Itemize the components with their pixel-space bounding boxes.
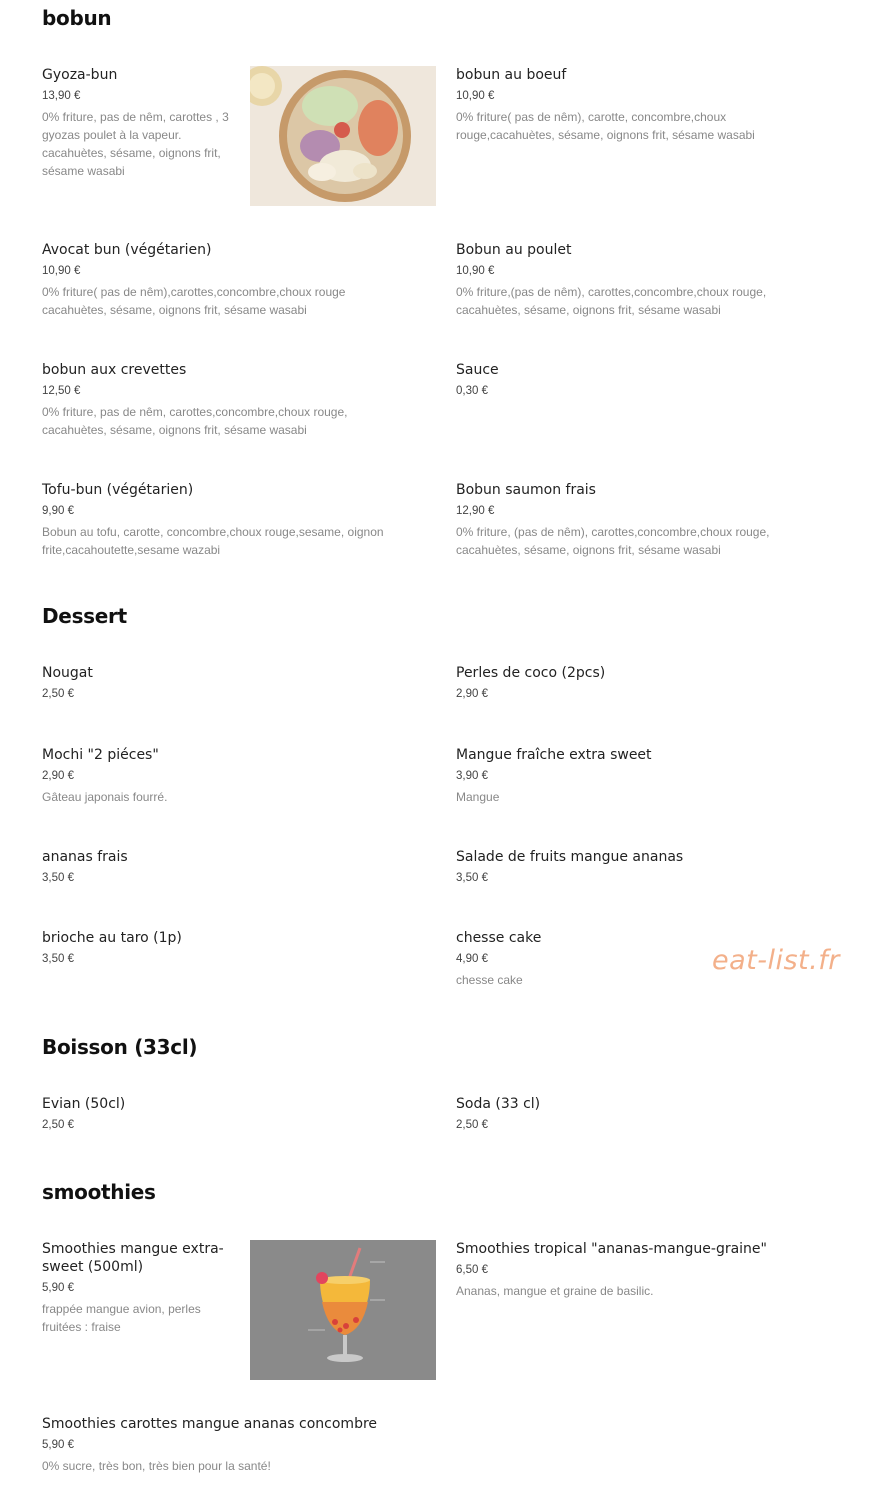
item-name: Mochi "2 piéces": [42, 747, 159, 763]
item-price: 5,90 €: [42, 1439, 74, 1451]
watermark: eat-list.fr: [712, 945, 840, 976]
item-description: 0% friture, pas de nêm, carottes,concombre,choux rouge, cacahuètes, sésame, oignons frit, sésame wasabi: [42, 405, 348, 437]
menu-item-gyoza-bun[interactable]: [42, 66, 242, 180]
item-price: 9,90 €: [42, 505, 74, 517]
menu-item-avocat-bun[interactable]: [42, 241, 392, 319]
menu-item-evian[interactable]: [42, 1095, 392, 1133]
item-price: 10,90 €: [456, 265, 495, 277]
menu-item-bobun-saumon[interactable]: [456, 481, 806, 559]
item-description: Gâteau japonais fourré.: [42, 790, 168, 804]
item-price: 3,50 €: [42, 872, 74, 884]
item-name: Sauce: [456, 362, 499, 378]
item-name: Salade de fruits mangue ananas: [456, 849, 684, 865]
item-price: 5,90 €: [42, 1282, 74, 1294]
section-title-bobun: bobun: [42, 6, 112, 30]
menu-item-soda[interactable]: [456, 1095, 806, 1133]
item-price: 0,30 €: [456, 385, 488, 397]
item-price: 2,50 €: [456, 1119, 488, 1131]
menu-item-bobun-crevettes[interactable]: [42, 361, 392, 439]
menu-item-salade-fruits[interactable]: [456, 848, 806, 886]
smoothie-mangue-photo[interactable]: [250, 1240, 436, 1380]
item-price: 3,50 €: [456, 872, 488, 884]
section-title-smoothies: smoothies: [42, 1180, 156, 1204]
section-title-dessert: Dessert: [42, 604, 127, 628]
item-name: brioche au taro (1p): [42, 930, 182, 946]
item-name: Bobun saumon frais: [456, 482, 596, 498]
item-description: frappée mangue avion, perles fruitées : fraise: [42, 1302, 201, 1334]
bowl-photo-icon: [250, 66, 436, 206]
item-price: 10,90 €: [456, 90, 495, 102]
item-name: Smoothies tropical "ananas-mangue-graine": [456, 1241, 767, 1257]
item-price: 10,90 €: [42, 265, 81, 277]
menu-item-smoothie-carottes[interactable]: [42, 1415, 442, 1475]
item-description: 0% friture( pas de nêm),carottes,concombre,choux rouge cacahuètes, sésame, oignons frit, sésame wasabi: [42, 285, 346, 317]
item-description: 0% friture,(pas de nêm), carottes,concombre,choux rouge, cacahuètes, sésame, oignons frit, sésame wasabi: [456, 285, 767, 317]
item-name: Perles de coco (2pcs): [456, 665, 606, 681]
item-name: bobun aux crevettes: [42, 362, 187, 378]
item-name: Nougat: [42, 665, 93, 681]
item-description: 0% friture, pas de nêm, carottes , 3 gyozas poulet à la vapeur. cacahuètes, sésame, oignons frit, sésame wasabi: [42, 110, 229, 178]
menu-item-bobun-poulet[interactable]: [456, 241, 806, 319]
item-price: 3,50 €: [42, 953, 74, 965]
menu-item-mochi[interactable]: [42, 746, 392, 806]
cocktail-photo-icon: [250, 1240, 436, 1380]
item-name: Evian (50cl): [42, 1096, 126, 1112]
item-price: 2,50 €: [42, 688, 74, 700]
menu-item-smoothie-mangue[interactable]: [42, 1240, 232, 1336]
item-price: 4,90 €: [456, 953, 488, 965]
menu-item-mangue-fraiche[interactable]: [456, 746, 806, 806]
menu-item-nougat[interactable]: [42, 664, 392, 702]
item-description: 0% friture( pas de nêm), carotte, concombre,choux rouge,cacahuètes, sésame, oignons frit, sésame wasabi: [456, 110, 755, 142]
menu-item-bobun-boeuf[interactable]: [456, 66, 796, 144]
item-price: 13,90 €: [42, 90, 81, 102]
menu-item-perles-coco[interactable]: [456, 664, 806, 702]
item-description: Ananas, mangue et graine de basilic.: [456, 1284, 654, 1298]
menu-item-smoothie-tropical[interactable]: [456, 1240, 806, 1300]
item-description: Mangue: [456, 790, 500, 804]
item-description: chesse cake: [456, 973, 523, 987]
menu-item-tofu-bun[interactable]: [42, 481, 412, 559]
item-description: Bobun au tofu, carotte, concombre,choux rouge,sesame, oignon frite,cacahoutette,sesame wazabi: [42, 525, 384, 557]
item-name: Mangue fraîche extra sweet: [456, 747, 652, 763]
item-name: Bobun au poulet: [456, 242, 572, 258]
item-name: Tofu-bun (végétarien): [42, 482, 194, 498]
item-name: Smoothies carottes mangue ananas concombre: [42, 1416, 378, 1432]
item-price: 2,50 €: [42, 1119, 74, 1131]
menu-item-brioche-taro[interactable]: [42, 929, 392, 967]
gyoza-bun-photo[interactable]: [250, 66, 436, 206]
section-title-boisson: Boisson (33cl): [42, 1035, 198, 1059]
item-price: 3,90 €: [456, 770, 488, 782]
item-name: Smoothies mangue extra-sweet (500ml): [42, 1241, 224, 1275]
item-price: 2,90 €: [456, 688, 488, 700]
item-name: Avocat bun (végétarien): [42, 242, 212, 258]
item-price: 2,90 €: [42, 770, 74, 782]
menu-item-ananas-frais[interactable]: [42, 848, 392, 886]
item-name: bobun au boeuf: [456, 67, 567, 83]
item-price: 6,50 €: [456, 1264, 488, 1276]
menu-item-chesse-cake[interactable]: [456, 929, 696, 989]
item-price: 12,50 €: [42, 385, 81, 397]
item-name: Gyoza-bun: [42, 67, 118, 83]
item-name: Soda (33 cl): [456, 1096, 541, 1112]
item-price: 12,90 €: [456, 505, 495, 517]
item-name: chesse cake: [456, 930, 542, 946]
item-name: ananas frais: [42, 849, 128, 865]
item-description: 0% sucre, très bon, très bien pour la santé!: [42, 1459, 271, 1473]
menu-item-sauce[interactable]: [456, 361, 806, 399]
item-description: 0% friture, (pas de nêm), carottes,concombre,choux rouge, cacahuètes, sésame, oignons frit, sésame wasabi: [456, 525, 770, 557]
